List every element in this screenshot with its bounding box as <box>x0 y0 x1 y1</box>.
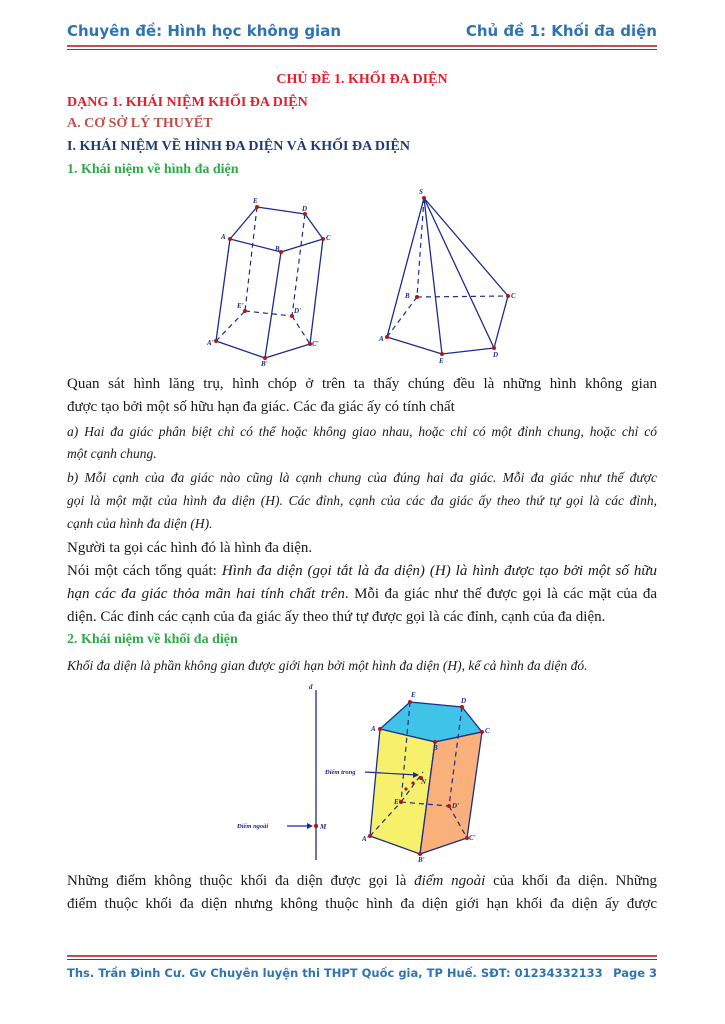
pyramid-figure <box>375 185 525 370</box>
outer-arrowhead <box>307 823 313 829</box>
paragraph-2: Người ta gọi các hình đó là hình đa diện. <box>67 540 313 556</box>
prism-label-D-prime: D' <box>294 307 301 315</box>
edge-BC-hidden <box>417 296 508 297</box>
edge-EE-hidden <box>245 207 257 311</box>
paragraph-4: Khối đa diện là phần không gian được giới hạn bởi một hình đa diện (H), kể cả hình đa diện đó. <box>67 658 588 673</box>
edge-DC-bottom-hidden <box>292 316 310 344</box>
solid-label-E: E <box>411 691 416 699</box>
solid-label-C-prime: C' <box>469 834 476 842</box>
p3-l2-a: hạn các đa giác thỏa mãn hai tính chất trên <box>67 586 345 602</box>
property-a-line-2: một cạnh chung. <box>67 446 157 461</box>
solid-label-D: D <box>461 697 467 705</box>
edge-SE <box>424 198 442 354</box>
p5-l1-c: của khối đa diện. Những <box>485 873 657 889</box>
solid-label-A: A <box>371 725 376 733</box>
edge-AE-bottom-hidden <box>216 311 245 341</box>
prism-label-D: D <box>302 205 308 213</box>
edge-BC-bottom <box>265 344 310 358</box>
header-right-title: Chủ đề 1: Khối đa diện <box>465 22 657 40</box>
page-header <box>67 22 657 44</box>
inner-point-label: Điểm trong <box>325 769 356 776</box>
property-b-line-2: gọi là một mặt của hình đa diện (H). Các đỉnh, cạnh của các đa giác ấy theo thứ tự gọi là các đỉnh, <box>67 493 657 508</box>
pyramid-label-D: D <box>493 351 499 359</box>
solid-label-C: C <box>485 727 490 735</box>
edge-ED-bottom-hidden <box>245 311 292 316</box>
edge-AE <box>230 207 257 239</box>
solid-label-B: B <box>433 744 438 752</box>
p3-l1-a: Nói một cách tổng quát: <box>67 563 222 579</box>
edge-DD-hidden <box>292 214 305 316</box>
prism-label-E: E <box>253 197 258 205</box>
pyramid-label-A: A <box>379 335 384 343</box>
outer-point-label: Điểm ngoài <box>237 823 269 830</box>
edge-CC <box>310 239 323 344</box>
edge-DC <box>494 296 508 348</box>
edge-SA <box>387 198 424 337</box>
header-rule <box>67 45 657 47</box>
section-title: I. KHÁI NIỆM VỀ HÌNH ĐA DIỆN VÀ KHỐI ĐA DIỆN <box>67 139 410 154</box>
edge-DC <box>305 214 323 239</box>
edge-BA <box>230 239 281 252</box>
line-d-label: d <box>309 683 313 691</box>
solid-polyhedron-figure <box>225 680 505 865</box>
edge-AA <box>216 239 230 341</box>
prism-label-C: C <box>326 234 331 242</box>
property-b-line-3: cạnh của hình đa diện (H). <box>67 516 213 531</box>
property-a-line-1: a) Hai đa giác phân biệt chỉ có thể hoặc không giao nhau, hoặc chỉ có một đỉnh chung, hoặc chỉ có <box>67 424 657 439</box>
prism-label-B-prime: B' <box>261 360 268 368</box>
paragraph-5-line-1 <box>67 870 657 893</box>
pyramid-label-B: B <box>405 292 410 300</box>
footer-rule <box>67 955 657 957</box>
footer-author: Ths. Trần Đình Cư. Gv Chuyên luyện thi THPT Quốc gia, TP Huế. SĐT: 01234332133 <box>67 966 603 980</box>
edge-ED <box>257 205 308 214</box>
header-rule-thin <box>67 49 657 50</box>
paragraph-3-line-1 <box>67 560 657 583</box>
p3-l2-b: . Mỗi đa giác như thế được gọi là các mặt của đa <box>344 586 657 602</box>
edge-AB-bottom <box>216 341 265 358</box>
prism-label-A: A <box>221 233 226 241</box>
paragraph-1-line-1: Quan sát hình lăng trụ, hình chóp ở trên ta thấy chúng đều là những hình không gian <box>67 376 657 392</box>
prism-label-C-prime: C' <box>312 340 319 348</box>
dang-title: DẠNG 1. KHÁI NIỆM KHỐI ĐA DIỆN <box>67 95 308 110</box>
page-number: Page 3 <box>613 966 657 980</box>
edge-SD <box>424 198 494 348</box>
header-left-title: Chuyên đề: Hình học không gian <box>67 22 341 40</box>
edge-SC <box>424 198 508 296</box>
p3-l1-b: Hình đa diện (gọi tắt là đa diện) (H) là hình được tạo bởi một số hữu <box>221 563 658 579</box>
pyramid-label-C: C <box>511 292 516 300</box>
paragraph-5-line-2: điểm thuộc khối đa diện nhưng không thuộc hình đa diện giới hạn khối đa diện ấy được <box>67 896 657 912</box>
solid-label-E-prime: E' <box>394 798 401 806</box>
pyramid-label-S: S <box>419 188 423 196</box>
paragraph-3-line-3: diện. Các đỉnh các cạnh của đa giác ấy theo thứ tự được gọi là các đỉnh, cạnh của đa diện. <box>67 609 606 625</box>
property-b-line-1: b) Mỗi cạnh của đa giác nào cũng là cạnh chung của đúng hai đa giác. Mỗi đa giác như thế được <box>67 470 657 485</box>
subsection-2-title: 2. Khái niệm về khối đa diện <box>67 632 238 647</box>
prism-label-A-prime: A' <box>207 339 214 347</box>
paragraph-3-line-2 <box>67 583 657 606</box>
edge-AB-hidden <box>387 297 417 337</box>
edge-BB <box>265 252 281 358</box>
footer-rule-thin <box>67 959 657 960</box>
edge-AE <box>387 337 442 354</box>
subsection-1-title: 1. Khái niệm về hình đa diện <box>67 162 239 177</box>
prism-figure <box>195 195 355 370</box>
chapter-title: CHỦ ĐỀ 1. KHỐI ĐA DIỆN <box>276 72 448 87</box>
coso-title: A. CƠ SỞ LÝ THUYẾT <box>67 116 213 131</box>
solid-label-D-prime: D' <box>452 802 459 810</box>
paragraph-1-line-2: được tạo bởi một số hữu hạn đa giác. Các đa giác ấy có tính chất <box>67 399 455 415</box>
solid-label-M: M <box>320 823 327 831</box>
solid-label-A-prime: A' <box>362 835 369 843</box>
page-footer <box>67 966 657 986</box>
p5-l1-b: điểm ngoài <box>414 873 486 889</box>
p5-l1-a: Những điểm không thuộc khối đa diện được gọi là <box>67 873 415 889</box>
solid-label-N: N <box>421 778 427 786</box>
prism-label-B: B <box>275 245 280 253</box>
pyramid-label-E: E <box>439 357 444 365</box>
solid-label-B-prime: B' <box>418 856 425 864</box>
prism-label-E-prime: E' <box>237 302 244 310</box>
edge-ED <box>442 348 494 354</box>
